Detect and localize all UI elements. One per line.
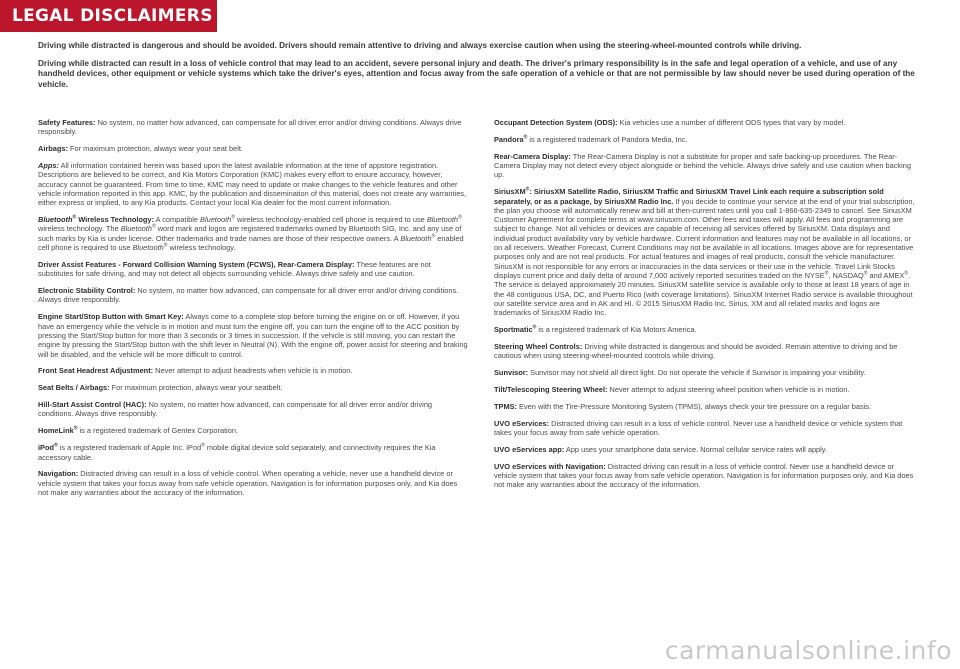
disclaimer-rear-camera: Rear-Camera Display: The Rear-Camera Display is not a substitute for proper and safe backing-up procedures. The Rear-Camera Display may not detect every object alongside or behind the vehicle. Always drive safely and use caution when backing up.: [494, 151, 911, 180]
disclaimer-hac: Hill-Start Assist Control (HAC): No system, no matter how advanced, can compensate for all driver error and/or driving conditions. Always drive responsibly.: [38, 400, 433, 419]
disclaimer-bluetooth: Bluetooth® Wireless Technology: A compatible Bluetooth® wireless technology-enabled cell phone is required to use Bluetooth® wireless technology. The Bluetooth® word mark and logos are registered trademarks owned by Bluetooth SIG, Inc. and any use of such marks by Kia is under license. Other trademarks and trade names are those of their respective owners. A Bluetooth® enabled cell phone is required to use Bluetooth® wireless technology.: [38, 214, 464, 253]
disclaimer-sportmatic: Sportmatic® is a registered trademark of Kia Motors America.: [494, 324, 697, 335]
disclaimer-headrest: Front Seat Headrest Adjustment: Never attempt to adjust headrests when vehicle is in motion.: [38, 366, 353, 376]
intro-paragraph: Driving while distracted can result in a loss of vehicle control that may lead to an accident, severe personal injury and death. The driver's primary responsibility is in the safe and legal operation of a vehicle, and use of any handheld devices, other equipment or vehicle systems which take the driver's eyes, attention and focus away from the safe operation of a vehicle or that are not permissible by law should never be used during operation of the vehicle.: [38, 59, 915, 89]
disclaimer-ipod: iPod® is a registered trademark of Apple Inc. iPod® mobile digital device sold separately, and connectivity requires the Kia accessory cable.: [38, 442, 436, 462]
disclaimer-engine-start-stop: Engine Start/Stop Button with Smart Key: Always come to a complete stop before turning the engine on or off. However, if you have an emergency while the vehicle is in motion and must turn the engine off, you can turn the engine off to the ACC position by pressing the Start/Stop button for more than 3 seconds or 3 times in succession. If the vehicle is still moving, you can restart the engine by pressing the Start/Stop button with the shift lever in Neutral (N). With the engine off, power assist for steering and braking will be disabled, and the vehicle will be more difficult to control.: [38, 312, 468, 359]
disclaimer-navigation: Navigation: Distracted driving can result in a loss of vehicle control. When operating a vehicle, never use a handheld device or vehicle system that takes your focus away from safe vehicle operation. Navigation is for information purposes only, and Kia does not make any warranties about the accuracy of the information.: [38, 469, 458, 498]
disclaimer-siriusxm: SiriusXM®: SiriusXM Satellite Radio, SiriusXM Traffic and SiriusXM Travel Link each require a subscription sold separately, or as a package, by SiriusXM Radio Inc. If you decide to continue your service at the end of your trial subscription, the plan you choose will automatically renew and bill at then-current rates until you call 1-866-635-2349 to cancel. See SiriusXM Customer Agreement for complete terms at www.siriusxm.com. Other fees and taxes will apply. All fees and programming are subject to change. Not all vehicles or devices are capable of receiving all services offered by SiriusXM. Data displays and individual product availability vary by vehicle hardware. Current information and features may not be available in all locations, or on all receivers. Weather Forecast, Current Conditions may not be available in all locations. Images above are for representative purposes only and are not real products. For actual features and images of real products, consult the vehicle manufacturer. SiriusXM is not responsible for any errors or inaccuracies in the data services or their use in the vehicle. Travel Link Stocks displays current price and daily delta of around 7,000 actively reported securities traded on the NYSE®, NASDAQ® and AMEX®. The service is delayed approximately 20 minutes. SiriusXM satellite service is available only to those at least 18 years of age in the 48 contiguous USA, DC, and Puerto Rico (with coverage limitations). SiriusXM Internet Radio service is available throughout our satellite service area and in AK and HI. © 2015 SiriusXM Radio Inc. Sirius, XM and all related marks and logos are trademarks of SiriusXM Radio Inc.: [494, 186, 915, 318]
disclaimer-uvo-eservices: UVO eServices: Distracted driving can result in a loss of vehicle control. Never use a handheld device or vehicle system that takes your focus away from safe vehicle operation.: [494, 418, 903, 438]
disclaimer-uvo-navigation: UVO eServices with Navigation: Distracted driving can result in a loss of vehicle control. Never use a handheld device or vehicle system that takes your focus away from safe vehicle operation. Navigation is for information purposes only, and Kia does not make any warranties about the accuracy of the information.: [494, 461, 914, 490]
disclaimer-steering-wheel-controls: Steering Wheel Controls: Driving while distracted is dangerous and should be avoided. Remain attentive to driving and be cautious when using steering-wheel-mounted controls while driving.: [494, 341, 898, 361]
disclaimer-tilt-steering: Tilt/Telescoping Steering Wheel: Never attempt to adjust steering wheel position when vehicle is in motion.: [494, 384, 850, 394]
right-column: [494, 118, 918, 497]
disclaimer-esc: Electronic Stability Control: No system, no matter how advanced, can compensate for all driver error and/or driving conditions. Always drive responsibly.: [38, 286, 459, 305]
disclaimer-airbags: Airbags: For maximum protection, always wear your seat belt.: [38, 144, 243, 154]
disclaimer-apps: Apps: All information contained herein was based upon the latest available information at the time of appstore registration. Descriptions are believed to be correct, and Kia Motors Corporation (KMC) makes every effort to ensure accuracy, however, accuracy cannot be guaranteed. From time to time, KMC may need to update or make changes to the vehicle features and other vehicle information reported in this app. KMC, by the publication and dissemination of this material, does not create any warranties, either express or implied, to any Kia products. Contact your local Kia dealer for the most current information.: [38, 161, 467, 208]
disclaimer-tpms: TPMS: Even with the Tire-Pressure Monitoring System (TPMS), always check your tire pressure on a regular basis.: [494, 401, 872, 411]
disclaimer-safety: Safety Features: No system, no matter how advanced, can compensate for all driver error and/or driving conditions. Always drive responsibly.: [38, 118, 462, 137]
disclaimer-uvo-app: UVO eServices app: App uses your smartphone data service. Normal cellular service rates will apply.: [494, 444, 828, 454]
disclaimer-driver-assist: Driver Assist Features - Forward Collision Warning System (FCWS), Rear-Camera Display: These features are not substitutes for safe driving, and may not detect all objects surrounding vehicle. Always drive safely and use caution.: [38, 259, 431, 279]
intro-warning: [38, 41, 918, 98]
page-title: LEGAL DISCLAIMERS: [0, 0, 217, 32]
watermark: carmanualsonline.info: [664, 636, 952, 665]
left-column: [38, 118, 468, 505]
disclaimer-ods: Occupant Detection System (ODS): Kia vehicles use a number of different ODS types that vary by model.: [494, 118, 846, 127]
disclaimer-seat-belts: Seat Belts / Airbags: For maximum protection, always wear your seatbelt.: [38, 383, 283, 393]
disclaimer-sunvisor: Sunvisor: Sunvisor may not shield all direct light. Do not operate the vehicle if Sunvisor is impairing your visibility.: [494, 368, 866, 378]
disclaimer-homelink: HomeLink® is a registered trademark of Gentex Corporation.: [38, 425, 239, 436]
intro-paragraph: Driving while distracted is dangerous and should be avoided. Drivers should remain attentive to driving and always exercise caution when using the steering-wheel-mounted controls while driving.: [38, 41, 802, 50]
disclaimer-pandora: Pandora® is a registered trademark of Pandora Media, Inc.: [494, 134, 688, 144]
